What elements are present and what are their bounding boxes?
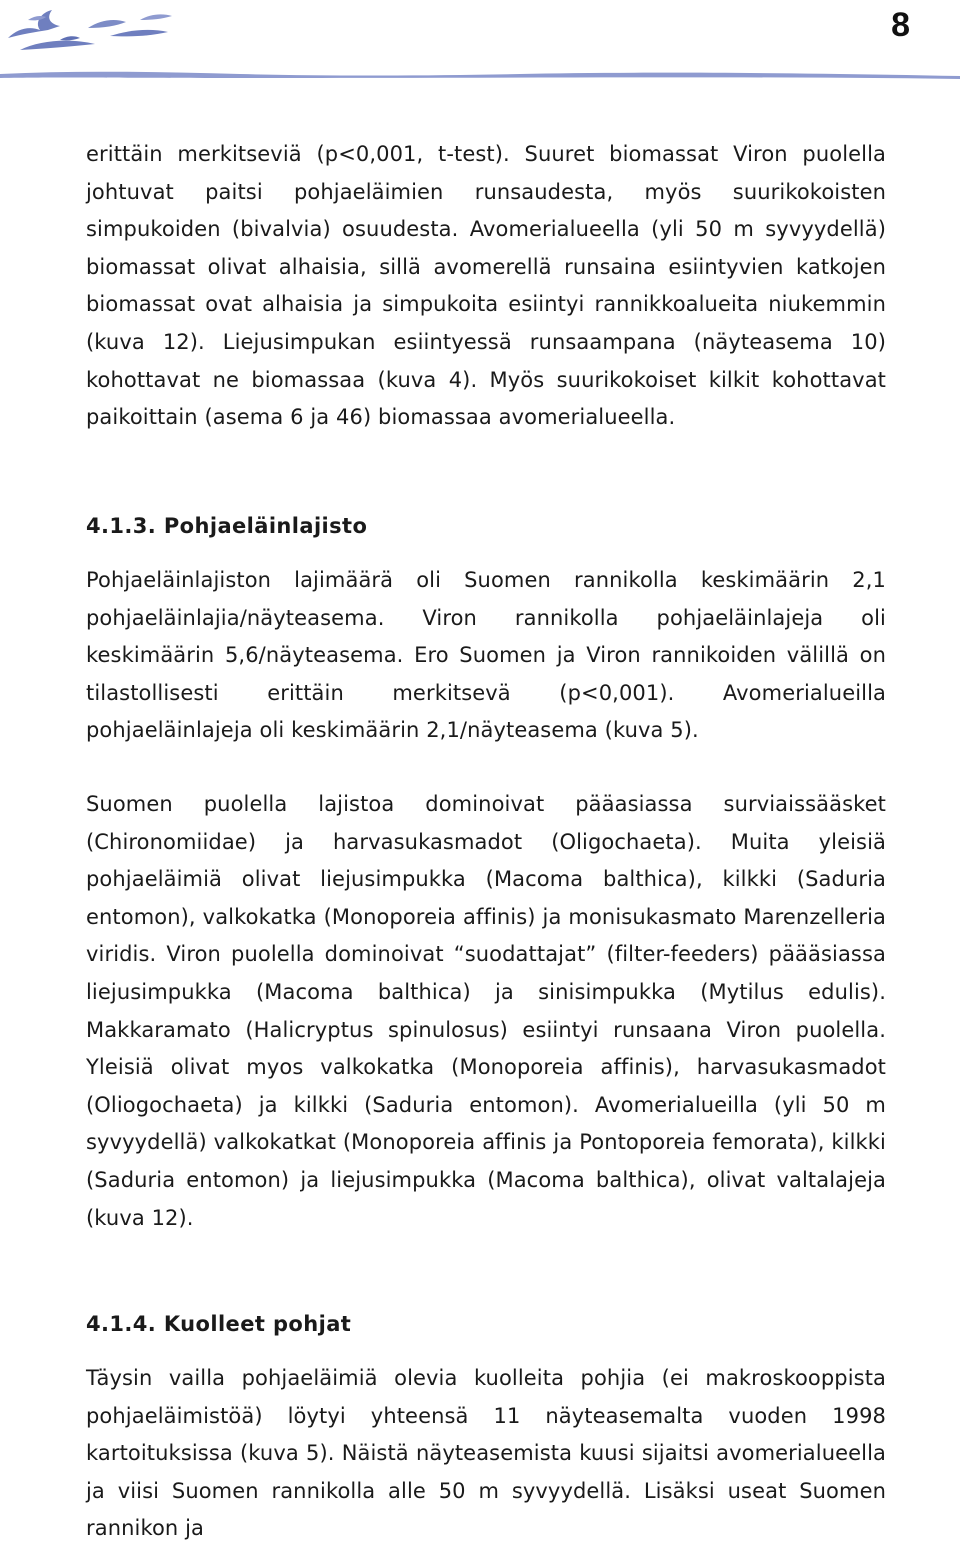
body-paragraph: Täysin vailla pohjaeläimiä olevia kuolleita pohjia (ei makroskooppista pohjaeläimistöä) löytyi yhteensä 11 näyteasemalta vuoden 1998 kartoituksissa (kuva 5). Näistä näyteasemista kuusi sijaitsi avomerialueella ja viisi Suomen rannikolla alle 50 m syvyydellä. Lisäksi useat Suomen rannikon ja (86, 1366, 886, 1541)
body-paragraph: Suomen puolella lajistoa dominoivat pääasiassa surviaissääsket (Chironomiidae) ja harvasukasmadot (Oligochaeta). Muita yleisiä pohjaeläimiä olivat liejusimpukka (Macoma balthica), kilkki (Saduria entomon), valkokatka (Monoporeia affinis) ja monisukasmato Marenzelleria viridis. Viron puolella dominoivat “suodattajat” (filter-feeders) päääsiassa liejusimpukka (Macoma balthica) ja sinisimpukka (Mytilus edulis). Makkaramato (Halicryptus spinulosus) esiintyi runsaana Viron puolella. Yleisiä olivat myos valkokatka (Monoporeia affinis), harvasukasmadot (Oliogochaeta) ja kilkki (Saduria entomon). Avomerialueilla (yli 50 m syvyydellä) valkokatkat (Monoporeia affinis ja Pontoporeia femorata), kilkki (Saduria entomon) ja liejusimpukka (Macoma balthica), olivat valtalajeja (kuva 12). (86, 792, 886, 1230)
body-paragraph: erittäin merkitseviä (p<0,001, t-test). Suuret biomassat Viron puolella johtuvat paitsi pohjaeläimien runsaudesta, myös suurikokoisten simpukoiden (bivalvia) osuudesta. Avomerialueella (yli 50 m syvyydellä) biomassat olivat alhaisia, sillä avomerellä runsaina esiintyvien katkojen biomassat ovat alhaisia ja simpukoita esiintyi rannikkoalueita niukemmin (kuva 12). Liejusimpukan esiintyessä runsaampana (näyteasema 10) kohottavat ne biomassaa (kuva 4). Myös suurikokoiset kilkit kohottavat paikoittain (asema 6 ja 46) biomassaa avomerialueella. (86, 142, 886, 430)
section-heading: 4.1.3. Pohjaeläinlajisto (86, 514, 368, 538)
body-paragraph: Pohjaeläinlajiston lajimäärä oli Suomen rannikolla keskimäärin 2,1 pohjaeläinlajia/näyteasema. Viron rannikolla pohjaeläinlajeja oli keskimäärin 5,6/näyteasema. Ero Suomen ja Viron rannikoiden välillä on tilastollisesti erittäin merkitsevä (p<0,001). Avomerialueilla pohjaeläinlajeja oli keskimäärin 2,1/näyteasema (kuva 5). (86, 568, 886, 743)
page-header (0, 0, 960, 100)
section-heading: 4.1.4. Kuolleet pohjat (86, 1312, 352, 1336)
wave-bird-banner-icon (0, 0, 960, 100)
page-number: 8 (891, 6, 910, 44)
